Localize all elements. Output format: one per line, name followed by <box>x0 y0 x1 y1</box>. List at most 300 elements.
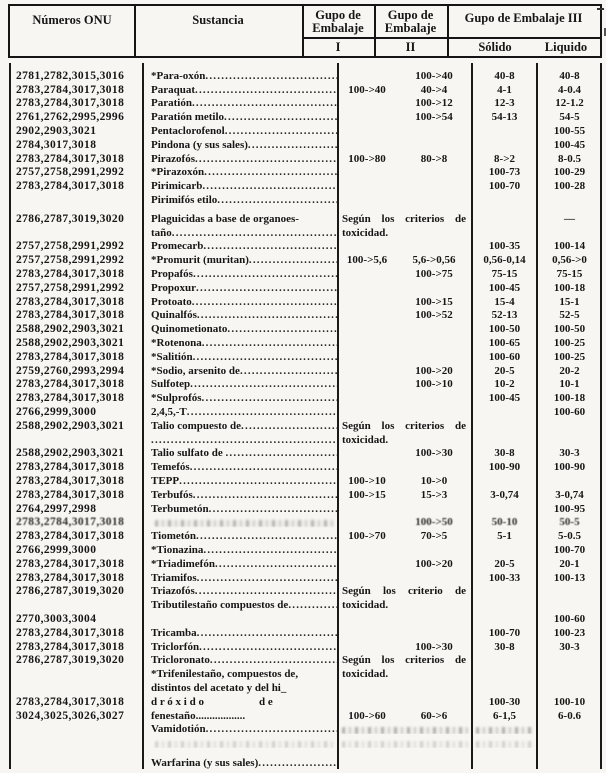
subheader-i: I <box>335 40 341 54</box>
onu-numbers-cell: 2786,2787,3019,3020 <box>16 585 125 598</box>
onu-numbers-cell: 2783,2784,3017,3018 <box>16 180 125 193</box>
dot-leader <box>224 111 338 123</box>
table-row <box>10 83 602 97</box>
table-row <box>10 447 602 461</box>
table-row <box>10 240 602 254</box>
packing-group-zone <box>338 84 472 96</box>
substance-name: Paratión metilo <box>151 111 225 124</box>
table-row <box>10 681 602 695</box>
substance-cell <box>143 682 338 694</box>
substance-name: Warfarina (y sus sales) <box>151 756 259 769</box>
substance-cell <box>143 710 338 722</box>
packing-group-zone <box>338 724 472 734</box>
solido-cell: 4-1 <box>497 83 512 96</box>
dot-leader <box>215 558 338 570</box>
group-i-cell <box>338 296 396 308</box>
packing-group-zone <box>338 153 472 165</box>
scan-smudge <box>476 727 533 734</box>
liquido-cell: 5-0.5 <box>558 530 581 543</box>
table-row <box>10 722 602 736</box>
substance-name: *Triadimefón <box>151 557 215 570</box>
liquido-cell: 3-0,74 <box>555 488 584 501</box>
criteria-note-cell: Según los criterios de <box>342 654 466 667</box>
substance-name: *Para-oxón <box>151 69 206 82</box>
onu-numbers-cell: 2783,2784,3017,3018 <box>16 626 125 639</box>
onu-numbers-cell: 2759,2760,2993,2994 <box>16 364 125 377</box>
group-ii-cell: 15->3 <box>420 488 448 501</box>
scan-smudge <box>155 741 334 748</box>
solido-cell: 30-8 <box>494 640 515 653</box>
onu-numbers-cell: 2784,3017,3018 <box>16 138 97 151</box>
criteria-note-cell: toxicidad. <box>342 226 389 239</box>
group-i-cell: 100->80 <box>348 152 386 165</box>
liquido-cell: 100-29 <box>553 166 586 179</box>
dot-leader <box>206 723 338 735</box>
solido-cell: 100-65 <box>488 337 521 350</box>
dot-leader <box>192 97 338 109</box>
substance-name: Terbufós <box>151 488 193 501</box>
group-ii-cell: 100->40 <box>415 69 453 82</box>
liquido-cell: 75-15 <box>556 268 583 281</box>
liquido-cell: 100-50 <box>553 323 586 336</box>
substance-name: Plaguicidas a base de organoes- <box>151 212 299 225</box>
group-i-cell: 100->40 <box>348 83 386 96</box>
substance-name: TEPP <box>151 475 180 487</box>
substance-cell <box>143 447 338 459</box>
dot-leader <box>205 70 338 82</box>
header-numeros-onu: Números ONU <box>32 13 112 27</box>
solido-cell: 5-1 <box>497 530 512 543</box>
packing-group-zone <box>338 447 472 459</box>
table-row <box>10 516 602 530</box>
dot-leader <box>210 654 338 666</box>
dot-leader <box>204 166 338 178</box>
liquido-cell: 52-5 <box>559 309 580 322</box>
packing-group-zone <box>338 530 472 542</box>
substance-cell <box>143 627 338 639</box>
substance-name: Pirazofós <box>151 152 195 165</box>
table-row <box>10 97 602 111</box>
dot-leader <box>288 599 338 611</box>
group-i-cell <box>338 558 396 570</box>
solido-cell: 15-4 <box>494 295 515 308</box>
packing-group-zone <box>338 309 472 321</box>
liquido-cell: 100-18 <box>553 392 586 405</box>
header-divider <box>134 6 136 56</box>
dot-leader <box>227 323 338 335</box>
substance-name: Quinalfós <box>151 309 197 322</box>
substance-name: taño <box>151 226 172 239</box>
substance-cell <box>143 268 338 280</box>
group-ii-cell: 10->0 <box>420 475 448 487</box>
onu-numbers-cell: 2783,2784,3017,3018 <box>16 475 125 487</box>
table-row <box>10 138 602 152</box>
criteria-note-cell: toxicidad. <box>342 668 389 681</box>
liquido-cell: 100-13 <box>553 571 586 584</box>
substance-cell <box>143 125 338 137</box>
substance-name: *Salitión <box>151 350 193 363</box>
group-ii-cell: 80->8 <box>420 152 448 165</box>
group-i-cell <box>338 447 396 459</box>
criteria-note-cell: toxicidad. <box>342 599 389 612</box>
onu-numbers-cell: 2783,2784,3017,3018 <box>16 640 125 653</box>
dot-leader <box>151 434 338 446</box>
dot-leader <box>225 447 338 459</box>
substance-name: Pindona (y sus sales) <box>151 138 248 151</box>
solido-cell: 8->2 <box>494 152 515 165</box>
onu-numbers-cell: 2902,2903,3021 <box>16 125 97 138</box>
dot-leader <box>225 125 338 137</box>
substance-cell <box>143 420 338 432</box>
solido-cell: 100-50 <box>488 323 521 336</box>
substance-name: Talio compuesto de <box>151 419 242 432</box>
liquido-cell: 30-3 <box>559 447 580 460</box>
liquido-cell: 100-25 <box>553 350 586 363</box>
substance-cell <box>143 558 338 570</box>
dot-leader <box>197 572 338 584</box>
group-ii-cell: 100->30 <box>415 447 453 460</box>
group-i-cell <box>338 111 396 123</box>
dot-leader <box>187 406 338 418</box>
liquido-cell: 100-55 <box>553 125 586 138</box>
table-row <box>10 640 602 654</box>
solido-cell: 12-3 <box>494 97 515 110</box>
table-row <box>10 460 602 474</box>
onu-numbers-cell: 2766,2999,3000 <box>16 543 97 556</box>
table-row <box>10 267 602 281</box>
dot-leader <box>203 544 338 556</box>
onu-numbers-cell: 2783,2784,3017,3018 <box>16 571 125 584</box>
solido-cell <box>472 738 537 748</box>
table-row <box>10 529 602 543</box>
dot-leader <box>258 757 338 769</box>
header-sustancia: Sustancia <box>192 13 244 27</box>
substance-name: fenestaño.................. <box>151 709 246 722</box>
substance-name: Terbumetón <box>151 502 209 515</box>
packing-group-zone <box>338 378 472 390</box>
substance-cell <box>143 240 338 252</box>
table-row <box>10 667 602 681</box>
solido-cell: 0,56-0,14 <box>483 254 526 267</box>
liquido-cell: 100-60 <box>553 406 586 419</box>
substance-name: *Tionazina <box>151 543 204 556</box>
group-ii-cell: 100->15 <box>415 295 453 308</box>
substance-cell <box>143 254 338 266</box>
substance-cell <box>143 757 338 769</box>
substance-name: Promecarb <box>151 240 204 253</box>
substance-name: *Promurit (muritan) <box>151 254 249 267</box>
table-row <box>10 152 602 166</box>
packing-group-zone <box>338 254 472 266</box>
substance-cell <box>143 70 338 82</box>
substance-cell <box>143 599 338 611</box>
liquido-cell: 54-5 <box>559 111 580 124</box>
packing-group-zone <box>338 710 472 722</box>
table-row <box>10 612 602 626</box>
dot-leader <box>193 268 338 280</box>
packing-group-zone <box>338 97 472 109</box>
subheader-liquido: Liquido <box>544 40 588 54</box>
liquido-cell: 100-90 <box>553 461 586 474</box>
substance-cell <box>143 227 338 239</box>
table-row <box>10 166 602 180</box>
table-row <box>10 69 602 83</box>
packing-group-zone <box>338 558 472 570</box>
liquido-cell: 100-70 <box>553 543 586 556</box>
substance-name: Propoxur <box>151 281 197 294</box>
solido-cell: 100-45 <box>488 281 521 294</box>
solido-cell: 40-8 <box>494 69 515 82</box>
substance-cell <box>143 180 338 192</box>
table-row <box>10 226 602 240</box>
onu-numbers-cell: 2783,2784,3017,3018 <box>16 530 125 543</box>
scan-smudge <box>155 520 334 527</box>
onu-numbers-cell: 2783,2784,3017,3018 <box>16 392 125 405</box>
substance-name: Temefós <box>151 461 190 474</box>
substance-name: *Sodio, arsenito de <box>151 364 240 377</box>
dot-leader <box>190 461 338 473</box>
group-ii-cell: 100->50 <box>415 516 453 529</box>
solido-cell: 100-90 <box>488 461 521 474</box>
table-row <box>10 212 602 226</box>
packing-group-zone <box>338 738 472 748</box>
table-row <box>10 179 602 193</box>
dot-leader <box>248 139 338 151</box>
substance-cell <box>143 337 338 349</box>
table-row <box>10 488 602 502</box>
substance-name: distintos del acetato y del hi_ <box>151 681 287 694</box>
dot-leader <box>209 503 338 515</box>
onu-numbers-cell: 2761,2762,2995,2996 <box>16 111 125 124</box>
group-i-cell <box>338 268 396 280</box>
table-row <box>10 433 602 447</box>
substance-name: Paratión <box>151 97 192 110</box>
substance-cell <box>143 654 338 666</box>
scan-smudge <box>342 741 468 748</box>
group-i-cell <box>338 365 396 377</box>
dot-leader <box>240 365 338 377</box>
group-ii-cell: 100->20 <box>415 557 453 570</box>
table-row <box>10 281 602 295</box>
table-row <box>10 336 602 350</box>
solido-cell: 100-45 <box>488 392 521 405</box>
group-ii-cell: 100->20 <box>415 364 453 377</box>
liquido-cell: — <box>564 212 575 225</box>
substance-cell <box>143 166 338 178</box>
group-ii-cell: 60->6 <box>420 709 448 722</box>
dot-leader <box>190 378 338 390</box>
header-subdivider <box>302 37 600 39</box>
criteria-note-cell: Según los criterio de <box>342 585 466 598</box>
header-grupo-iii: Gupo de Embalaje III <box>464 11 583 25</box>
substance-cell <box>143 323 338 335</box>
table-row <box>10 350 602 364</box>
group-ii-cell: 100->10 <box>415 378 453 391</box>
onu-numbers-cell: 3024,3025,3026,3027 <box>16 709 125 722</box>
substance-name: *Pirazoxón <box>151 166 205 179</box>
table-row <box>10 405 602 419</box>
liquido-cell: 50-5 <box>559 516 580 529</box>
onu-numbers-cell: 2783,2784,3017,3018 <box>16 461 125 474</box>
solido-cell <box>472 724 537 734</box>
liquido-cell: 4-0.4 <box>558 83 581 96</box>
onu-numbers-cell: 2588,2902,2903,3021 <box>16 447 125 460</box>
onu-numbers-cell: 2588,2902,2903,3021 <box>16 419 125 432</box>
table-row <box>10 110 602 124</box>
substance-cell <box>143 641 338 653</box>
group-i-cell <box>338 641 396 653</box>
packing-group-zone <box>338 365 472 377</box>
onu-numbers-cell: 2757,2758,2991,2992 <box>16 254 125 267</box>
substance-cell <box>143 309 338 321</box>
group-ii-cell: 40->4 <box>420 83 448 96</box>
substance-name: Protoato <box>151 295 192 308</box>
group-ii-cell: 100->52 <box>415 309 453 322</box>
solido-cell: 30-8 <box>494 447 515 460</box>
packing-group-zone <box>338 475 472 487</box>
dot-leader <box>196 282 338 294</box>
table-header <box>8 4 602 58</box>
onu-numbers-cell: 2783,2784,3017,3018 <box>16 488 125 501</box>
substance-name: Triamifos <box>151 571 197 584</box>
subheader-ii: II <box>405 40 416 54</box>
group-i-cell: 100->10 <box>348 475 386 487</box>
solido-cell: 3-0,74 <box>490 488 519 501</box>
substance-cell <box>143 489 338 501</box>
onu-numbers-cell: 2770,3003,3004 <box>16 612 97 625</box>
table-row <box>10 709 602 723</box>
solido-cell: 10-2 <box>494 378 515 391</box>
onu-numbers-cell: 2766,2999,3000 <box>16 406 97 419</box>
substance-name: Vamidotión <box>151 723 206 736</box>
substance-cell <box>143 544 338 556</box>
group-i-cell: 100->15 <box>348 488 386 501</box>
substance-name: Pirimifós etilo <box>151 194 218 207</box>
group-ii-cell: 100->30 <box>415 640 453 653</box>
table-row <box>10 193 602 207</box>
group-i-cell: 100->60 <box>348 709 386 722</box>
onu-numbers-cell: 2783,2784,3017,3018 <box>16 83 125 96</box>
onu-numbers-cell: 2757,2758,2991,2992 <box>16 281 125 294</box>
solido-cell: 100-30 <box>488 695 521 708</box>
dot-leader <box>195 153 338 165</box>
substance-cell <box>143 723 338 735</box>
dot-leader <box>179 475 338 487</box>
liquido-cell: 100-60 <box>553 612 586 625</box>
dot-leader <box>192 296 338 308</box>
liquido-cell: 100-10 <box>553 695 586 708</box>
solido-cell: 6-1,5 <box>493 709 516 722</box>
dot-leader <box>195 84 338 96</box>
table-row <box>10 295 602 309</box>
substance-cell <box>143 406 338 418</box>
solido-cell: 100-73 <box>488 166 521 179</box>
liquido-cell: 100-23 <box>553 626 586 639</box>
onu-numbers-cell: 2757,2758,2991,2992 <box>16 240 125 253</box>
onu-numbers-cell: 2588,2902,2903,3021 <box>16 337 125 350</box>
onu-numbers-cell: 2588,2902,2903,3021 <box>16 323 125 336</box>
liquido-cell: 15-1 <box>559 295 580 308</box>
solido-cell: 100-70 <box>488 180 521 193</box>
liquido-cell: 6-0.6 <box>558 709 581 722</box>
onu-numbers-cell: 2781,2782,3015,3016 <box>16 69 125 82</box>
substance-cell <box>143 503 338 515</box>
dot-leader <box>193 489 338 501</box>
group-i-cell <box>338 97 396 109</box>
dot-leader <box>202 392 338 404</box>
table-row <box>10 502 602 516</box>
scan-smudge <box>476 741 533 748</box>
onu-numbers-cell: 2786,2787,3019,3020 <box>16 212 125 225</box>
substance-cell <box>143 111 338 123</box>
liquido-cell: 12-1.2 <box>555 97 584 110</box>
substance-cell <box>143 475 338 487</box>
scan-smudge <box>342 727 468 734</box>
liquido-cell: 20-2 <box>559 364 580 377</box>
solido-cell: 100-70 <box>488 626 521 639</box>
dot-leader <box>202 337 338 349</box>
criteria-note-cell: Según los criterios de <box>342 212 466 225</box>
dot-leader <box>241 420 338 432</box>
onu-numbers-cell: 2783,2784,3017,3018 <box>16 695 125 708</box>
dot-leader <box>196 530 338 542</box>
liquido-cell: 100-14 <box>553 240 586 253</box>
substance-cell <box>143 296 338 308</box>
onu-numbers-cell: 2786,2787,3019,3020 <box>16 654 125 667</box>
liquido-cell: 100-95 <box>553 502 586 515</box>
solido-cell: 75-15 <box>491 268 518 281</box>
table-row <box>10 391 602 405</box>
substance-name: Paraquat <box>151 83 195 96</box>
substance-cell <box>143 378 338 390</box>
table-row <box>10 322 602 336</box>
substance-name: Tricamba <box>151 626 197 639</box>
dot-leader <box>172 227 338 239</box>
scan-artifact <box>597 8 604 10</box>
table-row <box>10 571 602 585</box>
substance-name: *Sulprofós <box>151 392 202 405</box>
header-grupo-i: Gupo de Embalaje <box>312 8 364 35</box>
substance-name: Propafós <box>151 268 193 281</box>
substance-name: Tributilestaño compuestos de <box>151 599 289 612</box>
group-i-cell <box>338 516 396 528</box>
substance-name: Pentaclorofenol <box>151 125 225 138</box>
dot-leader <box>249 254 338 266</box>
table-row <box>10 736 602 750</box>
table-row <box>10 253 602 267</box>
onu-numbers-cell: 2783,2784,3017,3018 <box>16 97 125 110</box>
table-row <box>10 124 602 138</box>
dot-leader <box>197 627 338 639</box>
solido-cell: 52-13 <box>491 309 518 322</box>
table-row <box>10 419 602 433</box>
table-row <box>10 309 602 323</box>
substance-name: Tricloronato <box>151 654 210 667</box>
substance-name: 2,4,5,-T <box>151 406 187 419</box>
substance-cell <box>143 517 338 527</box>
table-row <box>10 543 602 557</box>
table-row <box>10 598 602 612</box>
onu-numbers-cell: 2783,2784,3017,3018 <box>16 516 125 529</box>
substance-cell <box>143 530 338 542</box>
group-ii-cell: 100->75 <box>415 268 453 281</box>
group-ii-cell: 5,6->0,56 <box>412 254 456 267</box>
liquido-cell: 10-1 <box>559 378 580 391</box>
onu-numbers-cell: 2783,2784,3017,3018 <box>16 295 125 308</box>
table-body <box>10 64 602 770</box>
liquido-cell: 0,56->0 <box>552 254 587 267</box>
header-divider <box>447 6 449 56</box>
